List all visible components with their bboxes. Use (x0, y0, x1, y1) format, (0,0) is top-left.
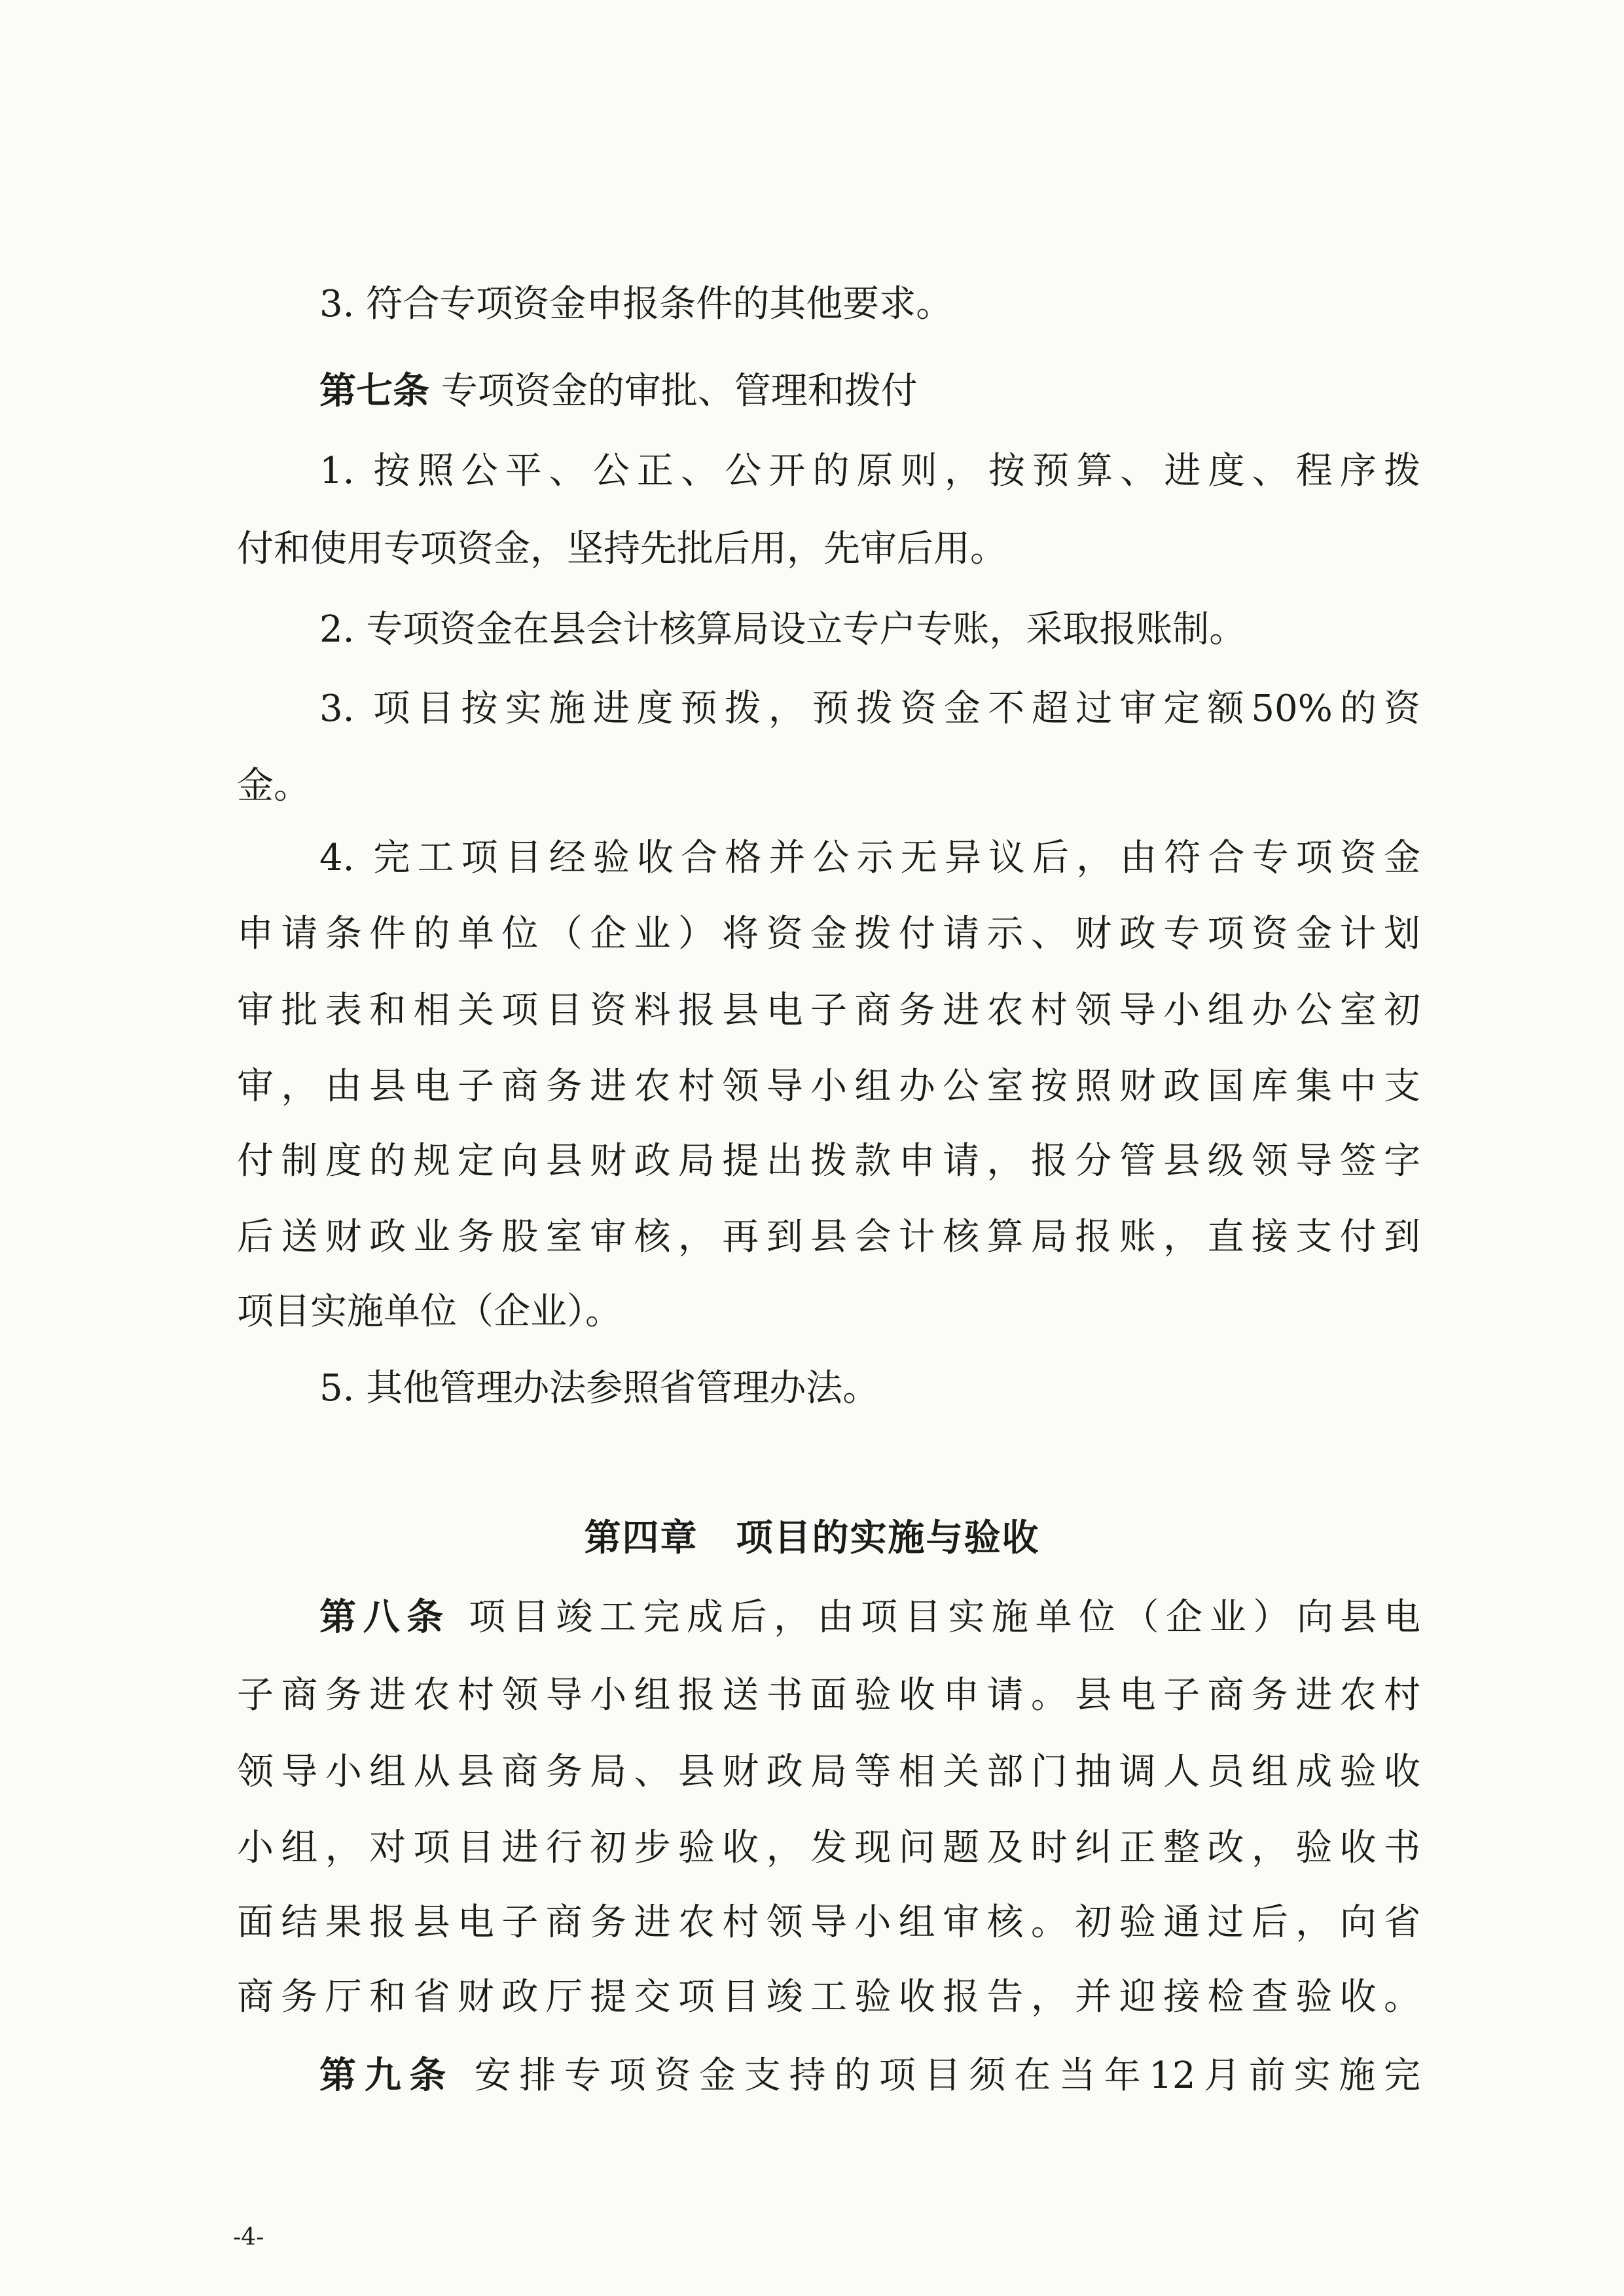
line-text: 3. 符合专项资金申报条件的其他要求。 (319, 283, 953, 325)
text-line (319, 688, 1420, 730)
text-line (237, 765, 310, 807)
line-text: 2. 专项资金在县会计核算局设立专户专账，采取报账制。 (319, 608, 1246, 651)
line-text: 领导小组从县商务局、县财政局等相关部门抽调人员组成验收 (237, 1751, 1420, 1793)
chapter-title (0, 1517, 1624, 1559)
text-line (319, 837, 1420, 879)
line-text: 申请条件的单位（企业）将资金拨付请示、财政专项资金计划 (237, 913, 1420, 955)
text-line (237, 1902, 1420, 1944)
line-text: 项目竣工完成后，由项目实施单位（企业）向县电 (450, 1596, 1420, 1638)
text-line (237, 913, 1420, 955)
text-line (319, 609, 1246, 651)
article-label: 第八条 (319, 1596, 450, 1638)
line-text: 付和使用专项资金，坚持先批后用，先审后用。 (237, 528, 1007, 570)
text-line (319, 1368, 879, 1410)
line-text: 后送财政业务股室审核，再到县会计核算局报账，直接支付到 (237, 1216, 1420, 1258)
line-text: 审批表和相关项目资料报县电子商务进农村领导小组办公室初 (237, 990, 1420, 1032)
text-line (237, 1291, 622, 1333)
text-line (237, 1977, 1420, 2018)
line-text: 5. 其他管理办法参照省管理办法。 (319, 1367, 880, 1410)
line-text: 小组，对项目进行初步验收，发现问题及时纠正整改，验收书 (237, 1827, 1420, 1869)
line-text: 安排专项资金支持的项目须在当年12月前实施完 (454, 2054, 1420, 2096)
text-line (237, 1140, 1420, 1182)
line-text: 审，由县电子商务进农村领导小组办公室按照财政国库集中支 (237, 1066, 1420, 1108)
article-heading (319, 370, 918, 412)
text-line (237, 990, 1420, 1032)
article-heading (319, 1596, 1420, 1638)
line-text: 专项资金的审批、管理和拨付 (429, 370, 918, 412)
text-line (237, 1827, 1420, 1869)
page-number: -4- (233, 2224, 264, 2251)
line-text: 子商务进农村领导小组报送书面验收申请。县电子商务进农村 (237, 1675, 1420, 1717)
text-line (237, 1675, 1420, 1717)
text-line (237, 528, 1007, 570)
line-text: 商务厅和省财政厅提交项目竣工验收报告，并迎接检查验收。 (237, 1977, 1420, 2018)
text-line (319, 450, 1420, 492)
text-line (319, 283, 952, 325)
chapter-title-text: 第四章 项目的实施与验收 (584, 1516, 1040, 1559)
line-text: 面结果报县电子商务进农村领导小组审核。初验通过后，向省 (237, 1902, 1420, 1944)
line-text: 项目实施单位（企业）。 (237, 1290, 622, 1333)
line-text: 1. 按照公平、公正、公开的原则，按预算、进度、程序拨 (319, 450, 1420, 492)
article-label: 第九条 (319, 2054, 455, 2096)
line-text: 3. 项目按实施进度预拨，预拨资金不超过审定额50%的资 (319, 688, 1420, 730)
article-label: 第七条 (319, 369, 429, 412)
article-heading (319, 2054, 1420, 2096)
line-text: 付制度的规定向县财政局提出拨款申请，报分管县级领导签字 (237, 1140, 1420, 1182)
line-text: 金。 (237, 765, 310, 807)
text-line (237, 1216, 1420, 1258)
text-line (237, 1751, 1420, 1793)
text-line (237, 1066, 1420, 1108)
line-text: 4. 完工项目经验收合格并公示无异议后，由符合专项资金 (319, 837, 1420, 879)
